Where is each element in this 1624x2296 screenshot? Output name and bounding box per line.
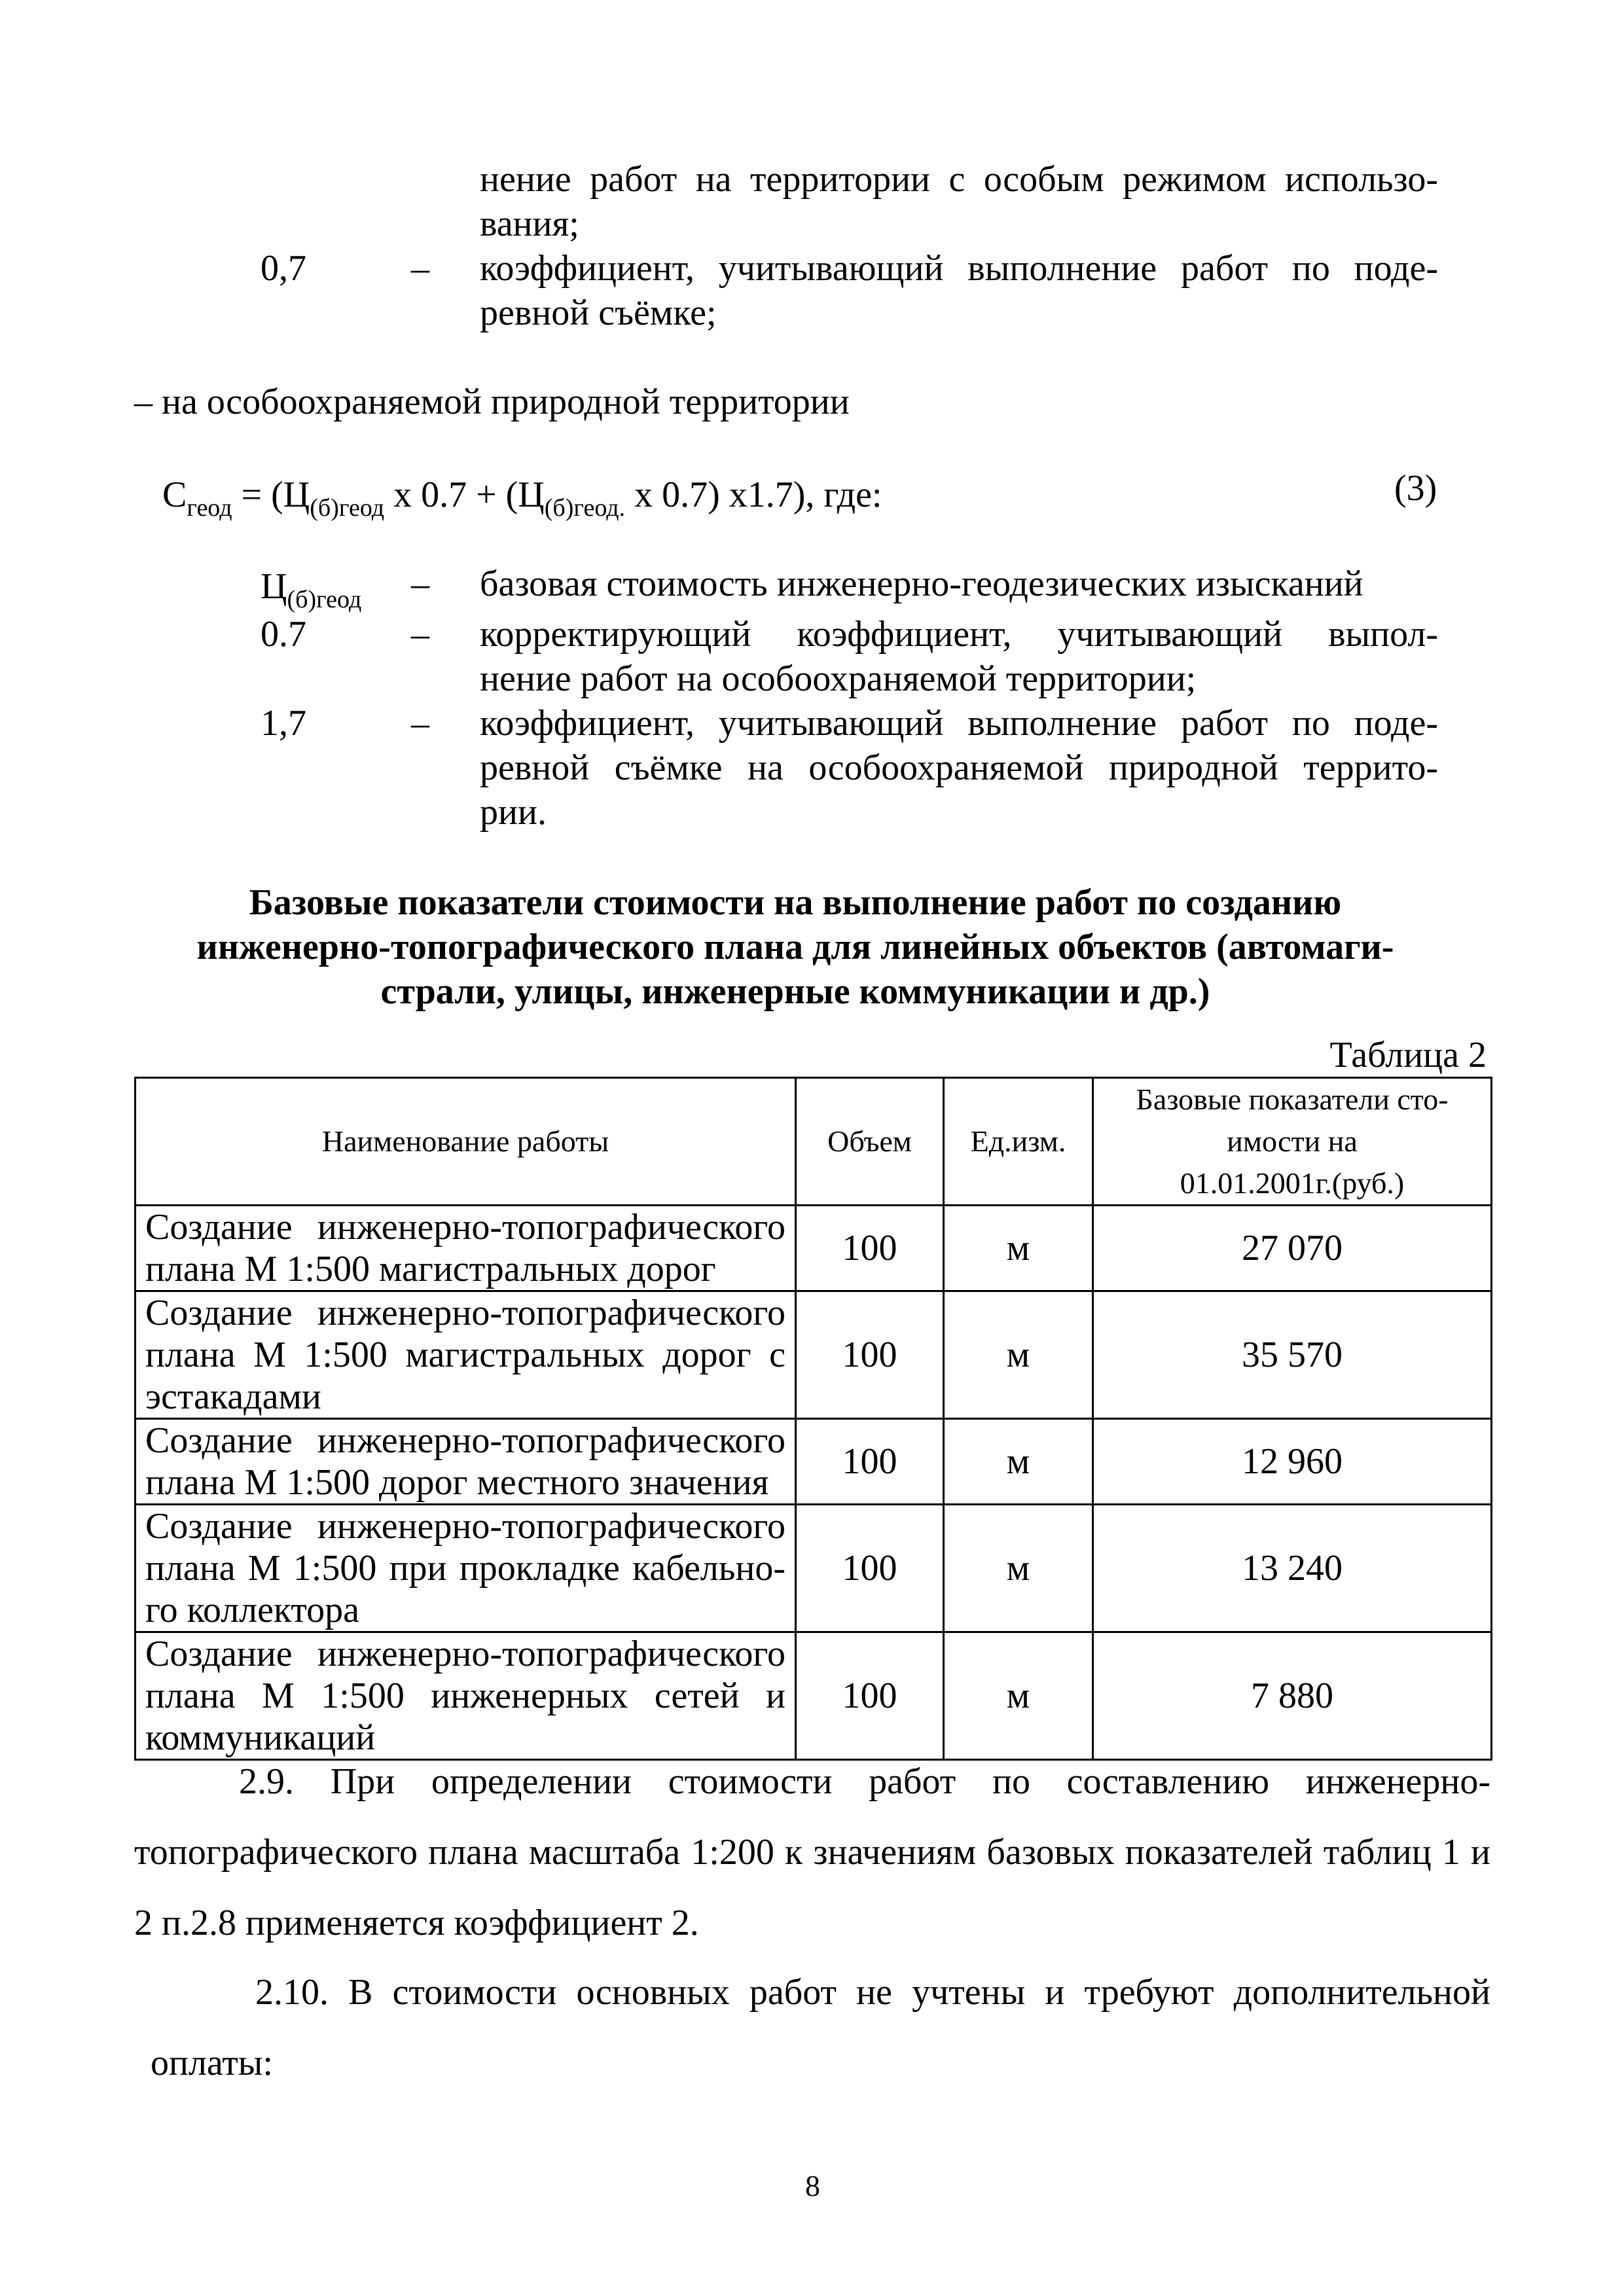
table-header-row xyxy=(135,1078,1492,1206)
work-name-cell: Создание инженерно-топографического плана М 1:500 дорог местного значения xyxy=(135,1419,796,1505)
definition-symbol: 1,7 xyxy=(261,703,306,744)
header-cell: Наименование работы xyxy=(135,1078,796,1206)
symbol-subscript: (б)геод xyxy=(287,586,362,613)
formula-subscript: (б)геод xyxy=(310,494,385,522)
table-row xyxy=(135,1505,1492,1632)
unit-cell: м xyxy=(944,1505,1093,1632)
table-title-line: страли, улицы, инженерные коммуникации и др.) xyxy=(380,971,1210,1012)
table-label: Таблица 2 xyxy=(1329,1035,1487,1075)
formula xyxy=(162,473,882,530)
table-row xyxy=(135,1632,1492,1760)
definition-text xyxy=(480,612,1438,701)
definition-line: нение работ на территории с особым режимом использо- xyxy=(480,159,1438,200)
definition-line: нение работ на особоохраняемой территории; xyxy=(480,658,1197,699)
page-number: 8 xyxy=(805,2169,820,2202)
price-cell: 12 960 xyxy=(1093,1419,1492,1505)
definition-line: коэффициент, учитывающий выполнение работ по поде- xyxy=(480,703,1438,744)
definition-symbol: 0.7 xyxy=(261,614,306,655)
table-title xyxy=(137,880,1453,1014)
unit-cell: м xyxy=(944,1632,1093,1760)
definition-line: корректирующий коэффициент, учитывающий выпол- xyxy=(480,614,1438,655)
work-name-cell: Создание инженерно-топографического плана М 1:500 магистральных дорог xyxy=(135,1206,796,1291)
price-cell: 13 240 xyxy=(1093,1505,1492,1632)
table-row xyxy=(135,1206,1492,1291)
price-cell: 27 070 xyxy=(1093,1206,1492,1291)
header-cell: Базовые показатели сто- имости на 01.01.2001г.(руб.) xyxy=(1093,1078,1492,1206)
formula-subscript: геод xyxy=(187,494,232,522)
definition-dash: – xyxy=(411,248,429,289)
unit-cell: м xyxy=(944,1291,1093,1419)
header-cell: Ед.изм. xyxy=(944,1078,1093,1206)
volume-cell: 100 xyxy=(796,1505,944,1632)
definition-dash: – xyxy=(411,703,429,744)
table-title-line: Базовые показатели стоимости на выполнение работ по созданию xyxy=(249,882,1342,923)
work-name-cell: Создание инженерно-топографического плана М 1:500 при прокладке кабельно-го коллектора xyxy=(135,1505,796,1632)
formula-subscript: (б)геод. xyxy=(544,494,626,522)
definition-line: ревной съёмке; xyxy=(480,293,717,333)
definition-symbol: 0,7 xyxy=(261,248,306,289)
table-row xyxy=(135,1419,1492,1505)
definition-text xyxy=(480,246,1438,335)
definition-line: ревной съёмке на особоохраняемой природной террито- xyxy=(480,747,1438,788)
definition-line: рии. xyxy=(480,792,547,833)
definition-line: коэффициент, учитывающий выполнение работ по поде- xyxy=(480,248,1438,289)
volume-cell: 100 xyxy=(796,1291,944,1419)
formula-part: х 0.7) х1.7), где: xyxy=(625,475,882,515)
definition-dash: – xyxy=(411,614,429,655)
formula-part: = (Ц xyxy=(232,475,310,515)
volume-cell: 100 xyxy=(796,1632,944,1760)
definition-text xyxy=(480,562,1438,606)
paragraph-2-10: 2.10. В стоимости основных работ не учтены и требуют дополнительной оплаты: xyxy=(151,1972,1490,2083)
table-row xyxy=(135,1291,1492,1419)
work-name-cell: Создание инженерно-топографического плана М 1:500 магистральных дорог с эстакадами xyxy=(135,1291,796,1419)
definition-dash: – xyxy=(411,564,429,604)
territory-heading: – на особоохраняемой природной территории xyxy=(134,382,850,422)
price-cell: 35 570 xyxy=(1093,1291,1492,1419)
work-name-cell: Создание инженерно-топографического плана М 1:500 инженерных сетей и коммуникаций xyxy=(135,1632,796,1760)
price-cell: 7 880 xyxy=(1093,1632,1492,1760)
volume-cell: 100 xyxy=(796,1206,944,1291)
definition-line: базовая стоимость инженерно-геодезических изысканий xyxy=(480,564,1363,604)
paragraph-2-9: 2.9. При определении стоимости работ по составлению инженерно-топографического плана масштаба 1:200 к значениям базовых показателей таблиц 1 и 2 п.2.8 применяется коэффициент 2. xyxy=(134,1761,1490,1943)
unit-cell: м xyxy=(944,1206,1093,1291)
symbol-main: Ц xyxy=(261,566,287,607)
definition-text xyxy=(480,701,1438,834)
formula-symbol: С xyxy=(162,475,187,515)
definition-line: вания; xyxy=(480,204,579,244)
formula-number: (3) xyxy=(1394,468,1437,509)
cost-table xyxy=(134,1077,1492,1761)
definition-continuation xyxy=(480,157,1438,246)
header-cell: Объем xyxy=(796,1078,944,1206)
unit-cell: м xyxy=(944,1419,1093,1505)
table-title-line: инженерно-топографического плана для линейных объектов (автомаги- xyxy=(196,927,1394,967)
volume-cell: 100 xyxy=(796,1419,944,1505)
formula-part: х 0.7 + (Ц xyxy=(384,475,545,515)
